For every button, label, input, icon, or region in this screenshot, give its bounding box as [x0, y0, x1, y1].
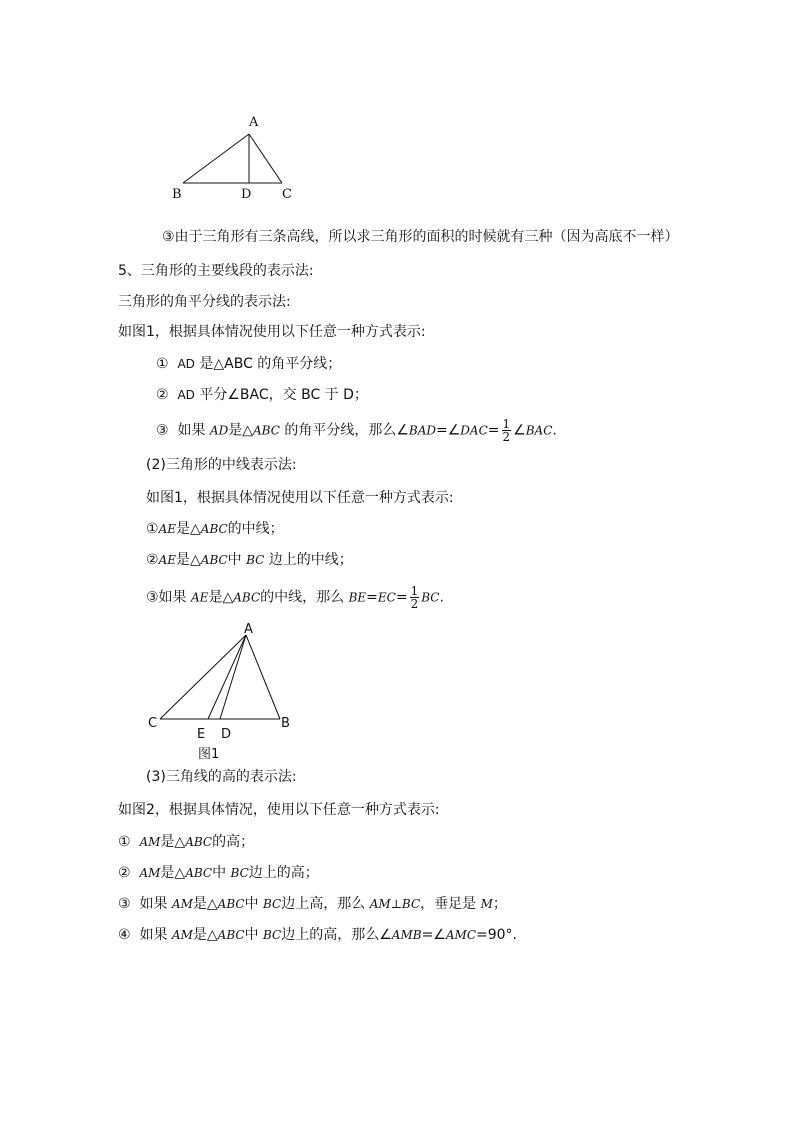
item-text: 如果: [177, 422, 206, 439]
vertex-label-d: D: [221, 727, 232, 742]
vertex-label-c: C: [282, 187, 292, 202]
bisector-heading: 三角形的角平分线的表示法:: [118, 294, 291, 310]
item-text: 的中线，那么: [260, 589, 349, 606]
fraction-numerator: 1: [410, 584, 419, 598]
item-text: 中: [244, 896, 263, 912]
item-number: ②: [156, 387, 169, 403]
item-text: 边上的中线；: [264, 552, 353, 568]
triangle-abc: ABC: [200, 522, 228, 536]
fraction-one-half: [502, 418, 512, 443]
segment-ad: AD: [177, 357, 195, 371]
item-text: =: [487, 422, 500, 439]
vertex-label-a: A: [244, 622, 253, 637]
altitude-item-1: [118, 832, 254, 852]
bisector-intro: 如图1，根据具体情况使用以下任意一种方式表示:: [118, 324, 426, 340]
item-number: ①: [146, 521, 159, 537]
figure-caption: 图1: [198, 747, 220, 762]
angle-amb: AMB: [391, 928, 422, 942]
segment-am: AM: [139, 835, 161, 849]
segment-bc: BC: [263, 897, 282, 911]
vertex-label-a: A: [249, 115, 259, 130]
segment-ae: AE: [158, 553, 176, 567]
bisector-item-3: [156, 418, 557, 443]
item-text: =: [366, 589, 378, 606]
segment-am: AM: [139, 866, 161, 880]
figure-1-triangle: [140, 618, 310, 763]
median-heading: (2)三角形的中线表示法:: [146, 457, 297, 473]
triangle-altitude-figure: [165, 110, 305, 210]
item-number: ③如果: [146, 589, 192, 606]
altitude-item-4: [118, 925, 517, 945]
item-text: 中: [244, 927, 263, 943]
note-three-altitudes: ③由于三角形有三条高线，所以求三角形的面积的时候就有三种（因为高底不一样）: [162, 229, 679, 245]
fraction-denominator: 2: [502, 430, 511, 444]
item-text: =∠: [436, 422, 461, 439]
segment-ae: AE: [158, 522, 176, 536]
fraction-one-half: [410, 585, 420, 610]
item-text: 是△: [192, 927, 218, 943]
item-text: 平分∠BAC，交 BC 于 D；: [199, 387, 368, 403]
perpendicular-statement: AM⊥BC: [369, 897, 421, 911]
item-number: ②: [146, 552, 159, 568]
vertex-label-d: D: [241, 187, 252, 202]
triangle-abc: ABC: [200, 553, 228, 567]
item-number: ③: [156, 422, 169, 439]
item-number: ③: [118, 896, 131, 912]
item-text: 如果: [139, 927, 172, 943]
item-text: 是△: [192, 896, 218, 912]
triangle-abc: ABC: [253, 423, 280, 438]
angle-amc: AMC: [445, 928, 476, 942]
vertex-label-b: B: [172, 187, 182, 202]
segment-ad: AD: [177, 388, 195, 402]
item-text: 边上的高；: [248, 865, 319, 881]
item-number: ①: [118, 834, 131, 850]
fraction-numerator: 1: [502, 417, 511, 431]
item-text: 是△ABC 的角平分线；: [199, 356, 342, 372]
segment-be: BE: [348, 590, 367, 605]
fraction-denominator: 2: [410, 597, 419, 611]
median-item-3: [146, 585, 444, 610]
item-text: .: [552, 422, 557, 439]
triangle-abc: ABC: [233, 590, 261, 605]
item-text: =: [395, 589, 408, 606]
item-text: 如果: [139, 896, 172, 912]
section-heading-5: 5、三角形的主要线段的表示法:: [118, 263, 314, 279]
median-item-1: [146, 519, 284, 539]
segment-ae: AE: [191, 590, 209, 605]
altitude-heading: (3)三角线的高的表示法:: [146, 769, 297, 785]
item-text: ∠: [513, 422, 526, 439]
item-text: .: [439, 589, 444, 606]
item-text: 中: [227, 552, 247, 568]
median-intro: 如图1，根据具体情况使用以下任意一种方式表示:: [146, 490, 454, 506]
segment-am: AM: [171, 897, 193, 911]
item-text: 是△: [208, 589, 234, 606]
altitude-intro: 如图2，根据具体情况，使用以下任意一种方式表示:: [118, 802, 440, 818]
item-text: 是△: [176, 521, 201, 537]
item-number: ④: [118, 927, 131, 943]
item-text: 边上的高，那么∠: [281, 927, 392, 943]
vertex-label-c: C: [148, 716, 158, 731]
bisector-item-2: [156, 385, 368, 405]
angle-bad: BAD: [408, 423, 437, 438]
triangle-abc: ABC: [217, 928, 245, 942]
vertex-label-b: B: [281, 716, 290, 731]
item-number: ②: [118, 865, 131, 881]
segment-ad: AD: [209, 423, 229, 438]
item-text: 是△: [160, 865, 186, 881]
item-text: =90°.: [476, 927, 517, 943]
item-text: 的中线；: [227, 521, 284, 537]
segment-ec: EC: [377, 590, 396, 605]
segment-bc: BC: [421, 590, 440, 605]
triangle-abc: ABC: [217, 897, 245, 911]
item-text: 边上高，那么: [281, 896, 370, 912]
median-item-2: [146, 550, 353, 570]
segment-bc: BC: [246, 553, 265, 567]
item-text: 中: [212, 865, 231, 881]
triangle-abc: ABC: [185, 866, 213, 880]
item-number: ①: [156, 356, 169, 372]
item-text: 是△: [176, 552, 201, 568]
item-text: ，垂足是: [420, 896, 481, 912]
item-text: =∠: [421, 927, 446, 943]
angle-dac: DAC: [460, 423, 488, 438]
item-text: 的角平分线，那么∠: [284, 422, 409, 439]
vertex-label-e: E: [197, 727, 206, 742]
angle-bac: BAC: [525, 423, 553, 438]
segment-am: AM: [171, 928, 193, 942]
item-text: 是△: [160, 834, 186, 850]
segment-bc: BC: [230, 866, 249, 880]
item-text: ；: [492, 896, 507, 912]
point-m: M: [480, 897, 493, 911]
segment-bc: BC: [263, 928, 282, 942]
altitude-item-3: [118, 894, 507, 914]
triangle-abc: ABC: [185, 835, 213, 849]
altitude-item-2: [118, 863, 319, 883]
bisector-item-1: [156, 354, 341, 374]
item-text: 的高；: [212, 834, 255, 850]
item-text: 是△: [228, 422, 253, 439]
